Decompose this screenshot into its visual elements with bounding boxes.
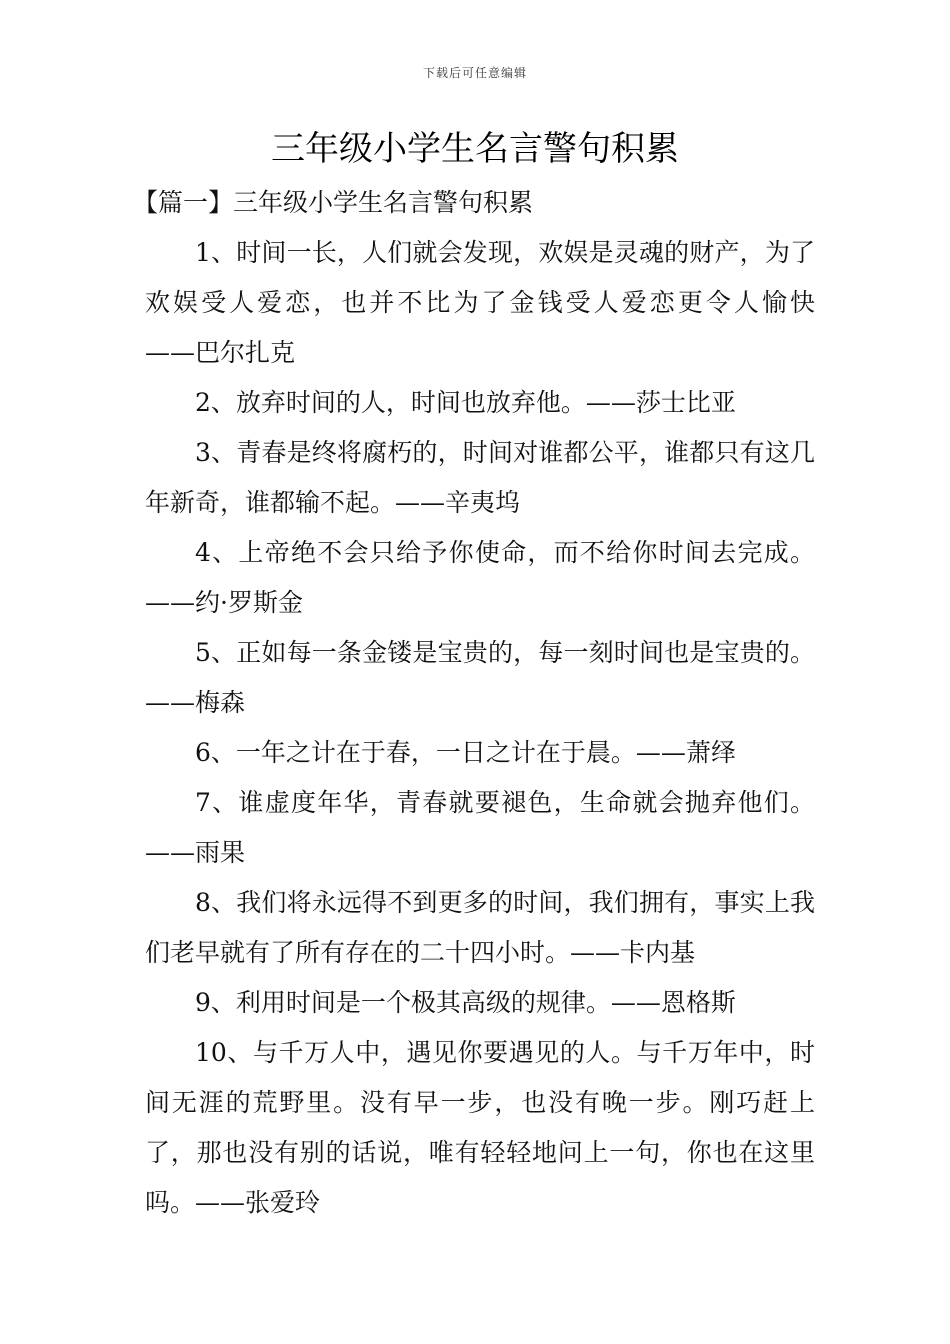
quote-author: ——莎士比亚 xyxy=(585,388,736,417)
quote-text: 8、我们将永远得不到更多的时间，我们拥有，事实上我们老早就有了所有存在的二十四小时。 xyxy=(145,888,815,967)
quote-author: ——梅森 xyxy=(145,688,246,717)
quote-text: 9、利用时间是一个极其高级的规律。 xyxy=(195,988,611,1017)
quote-author: ——雨果 xyxy=(145,838,246,867)
quote-entry-7 xyxy=(145,778,815,878)
quote-text: 5、正如每一条金镂是宝贵的，每一刻时间也是宝贵的。 xyxy=(195,638,815,667)
quote-text: 3、青春是终将腐朽的，时间对谁都公平，谁都只有这几年新奇，谁都输不起。 xyxy=(145,438,815,517)
quote-entry-1 xyxy=(145,228,815,378)
quote-author: ——萧绎 xyxy=(635,738,736,767)
quote-text: 6、一年之计在于春，一日之计在于晨。 xyxy=(195,738,636,767)
quote-author: ——卡内基 xyxy=(570,938,696,967)
quote-author: ——约·罗斯金 xyxy=(145,588,303,617)
quote-entry-4 xyxy=(145,528,815,628)
quote-text: 4、上帝绝不会只给予你使命，而不给你时间去完成。 xyxy=(195,538,815,567)
quote-text: 10、与千万人中，遇见你要遇见的人。与千万年中，时间无涯的荒野里。没有早一步，也没有晚一步。刚巧赶上了，那也没有别的话说，唯有轻轻地问上一句，你也在这里吗。 xyxy=(145,1038,815,1217)
document-body xyxy=(133,178,815,1228)
quote-author: ——张爱玲 xyxy=(195,1188,321,1217)
header-note: 下载后可任意编辑 xyxy=(422,66,527,80)
section-heading: 【篇一】三年级小学生名言警句积累 xyxy=(133,188,534,217)
quote-entry-10 xyxy=(145,1028,815,1228)
quote-text: 2、放弃时间的人，时间也放弃他。 xyxy=(195,388,586,417)
quote-author: ——恩格斯 xyxy=(610,988,736,1017)
quote-entry-9 xyxy=(145,978,815,1028)
quote-entry-6 xyxy=(145,728,815,778)
quote-entry-8 xyxy=(145,878,815,978)
quote-author: ——辛夷坞 xyxy=(395,488,521,517)
quote-text: 7、谁虚度年华，青春就要褪色，生命就会抛弃他们。 xyxy=(195,788,815,817)
quote-entry-2 xyxy=(145,378,815,428)
quote-text: 1、时间一长，人们就会发现，欢娱是灵魂的财产，为了欢娱受人爱恋，也并不比为了金钱受人爱恋更令人愉快 xyxy=(145,238,815,317)
quote-author: ——巴尔扎克 xyxy=(145,338,296,367)
quote-entry-5 xyxy=(145,628,815,728)
quote-entry-3 xyxy=(145,428,815,528)
document-title: 三年级小学生名言警句积累 xyxy=(271,129,679,169)
